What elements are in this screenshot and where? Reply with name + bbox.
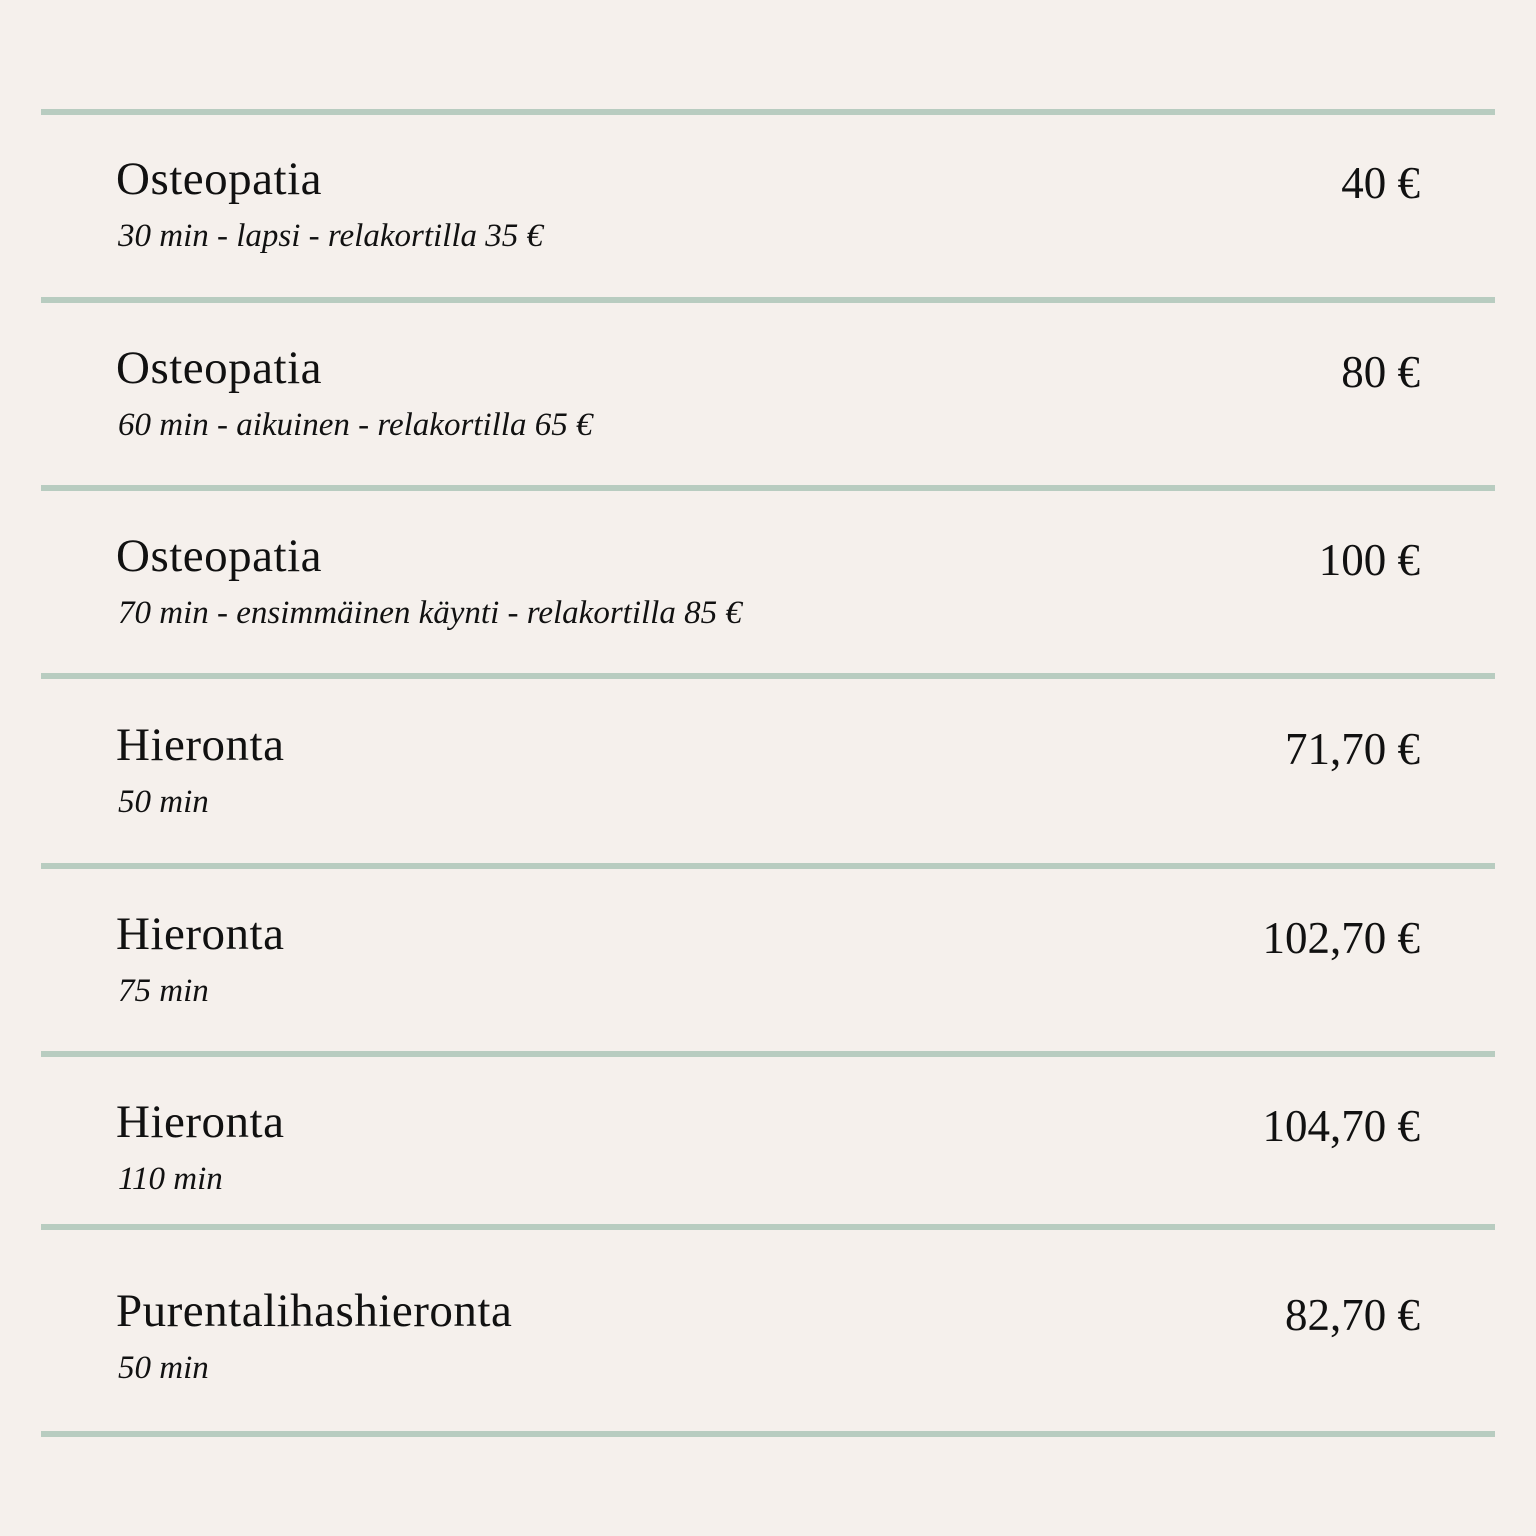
service-detail: 50 min bbox=[118, 784, 209, 820]
price-row-osteopatia-30 bbox=[0, 152, 1536, 332]
service-name: Osteopatia bbox=[116, 153, 322, 205]
service-price: 80 € bbox=[1341, 347, 1420, 397]
divider bbox=[41, 1431, 1495, 1437]
service-price: 71,70 € bbox=[1285, 724, 1420, 774]
service-detail: 75 min bbox=[118, 973, 209, 1009]
divider bbox=[41, 863, 1495, 869]
price-row-hieronta-75 bbox=[0, 907, 1536, 1087]
service-name: Hieronta bbox=[116, 719, 285, 771]
divider bbox=[41, 1051, 1495, 1057]
service-detail: 30 min - lapsi - relakortilla 35 € bbox=[118, 218, 544, 254]
divider bbox=[41, 297, 1495, 303]
service-price: 104,70 € bbox=[1262, 1101, 1420, 1151]
divider bbox=[41, 109, 1495, 115]
service-detail: 70 min - ensimmäinen käynti - relakortilla 85 € bbox=[118, 595, 742, 631]
service-detail: 50 min bbox=[118, 1350, 209, 1386]
service-price: 100 € bbox=[1318, 535, 1420, 585]
price-row-osteopatia-60 bbox=[0, 341, 1536, 521]
service-name: Osteopatia bbox=[116, 530, 322, 582]
service-name: Purentalihashieronta bbox=[116, 1285, 513, 1337]
service-price: 82,70 € bbox=[1285, 1290, 1420, 1340]
price-row-hieronta-50 bbox=[0, 718, 1536, 898]
service-name: Osteopatia bbox=[116, 342, 322, 394]
service-name: Hieronta bbox=[116, 1096, 285, 1148]
service-detail: 60 min - aikuinen - relakortilla 65 € bbox=[118, 407, 593, 443]
service-name: Hieronta bbox=[116, 908, 285, 960]
service-price: 40 € bbox=[1341, 158, 1420, 208]
price-row-osteopatia-70 bbox=[0, 529, 1536, 709]
service-detail: 110 min bbox=[118, 1161, 223, 1197]
price-row-purentalihashieronta bbox=[0, 1284, 1536, 1464]
divider bbox=[41, 485, 1495, 491]
divider bbox=[41, 1224, 1495, 1230]
service-price: 102,70 € bbox=[1262, 913, 1420, 963]
divider bbox=[41, 673, 1495, 679]
price-row-hieronta-110 bbox=[0, 1095, 1536, 1275]
